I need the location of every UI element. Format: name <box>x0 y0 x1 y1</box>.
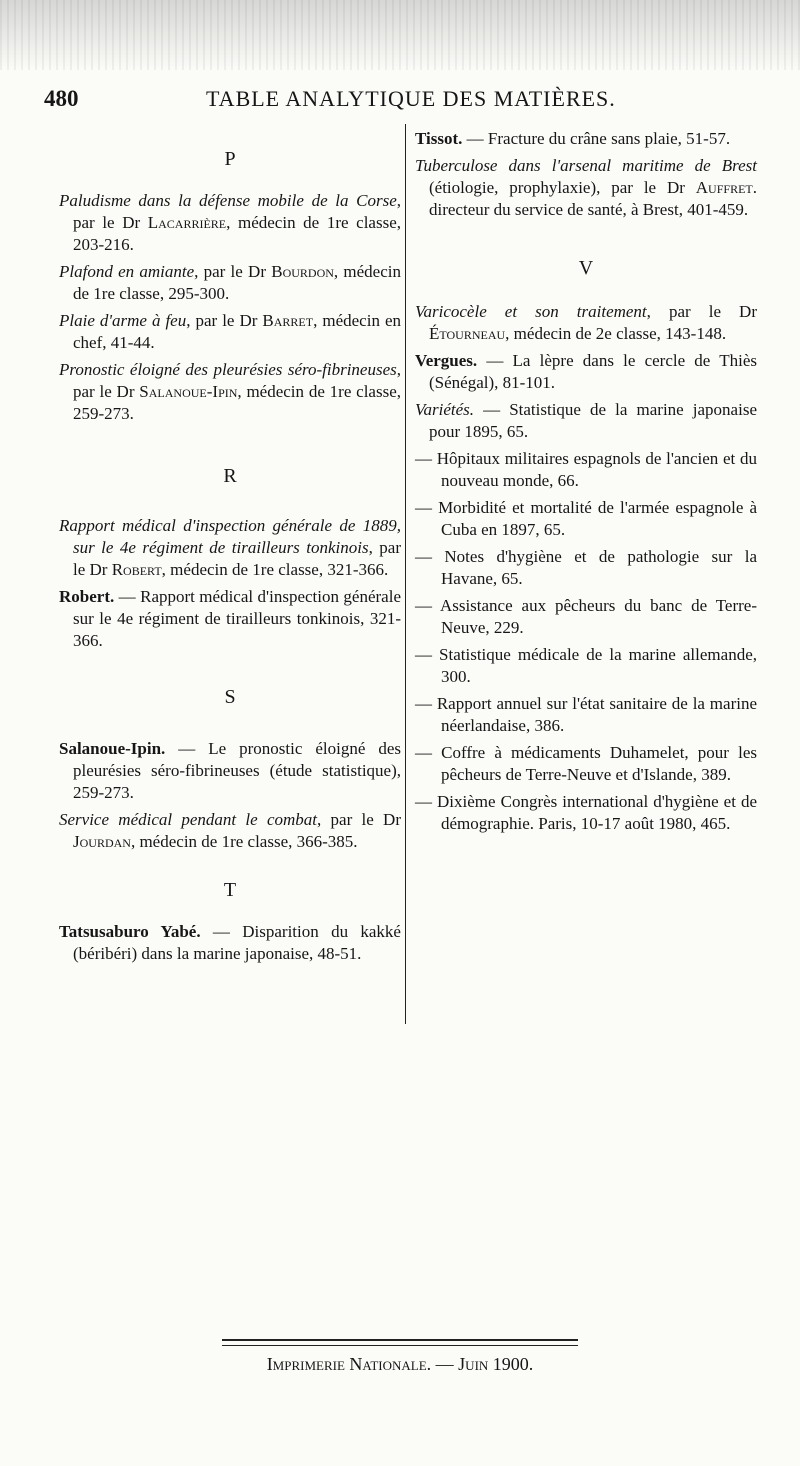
index-entry: Varicocèle et son traitement, par le Dr Étourneau, médecin de 2e classe, 143-148. <box>415 302 757 343</box>
index-subentry: — Hôpitaux militaires espagnols de l'ancien et du nouveau monde, 66. <box>415 449 757 490</box>
index-entry: Tuberculose dans l'arsenal maritime de Brest (étiologie, prophylaxie), par le Dr Auffret. directeur du service de santé, à Brest, 401-459. <box>415 156 757 219</box>
section-letter-v: V <box>578 257 594 279</box>
index-entry: Paludisme dans la défense mobile de la Corse, par le Dr Lacarrière, médecin de 1re classe, 203-216. <box>59 191 401 254</box>
page-number: 480 <box>44 86 79 111</box>
index-entry: Rapport médical d'inspection générale de 1889, sur le 4e régiment de tirailleurs tonkinois, par le Dr Robert, médecin de 1re classe, 321-366. <box>59 516 401 579</box>
page-header <box>0 86 800 118</box>
right-column <box>415 128 757 840</box>
index-entry: Robert. — Rapport médical d'inspection générale sur le 4e régiment de tirailleurs tonkinois, 321-366. <box>59 587 401 650</box>
index-subentry: — Coffre à médicaments Duhamelet, pour les pêcheurs de Terre-Neuve et d'Islande, 389. <box>415 743 757 784</box>
index-subentry: — Assistance aux pêcheurs du banc de Terre-Neuve, 229. <box>415 596 757 637</box>
footer-rule <box>222 1345 578 1346</box>
section-letter-r: R <box>223 465 237 487</box>
section-letter-t: T <box>223 879 237 901</box>
section-letter-s: S <box>224 686 236 708</box>
index-entry: Salanoue-Ipin. — Le pronostic éloigné des pleurésies séro-fibrineuses (étude statistique), 259-273. <box>59 739 401 802</box>
index-entry: Vergues. — La lèpre dans le cercle de Thiès (Sénégal), 81-101. <box>415 351 757 392</box>
index-entry: Tissot. — Fracture du crâne sans plaie, 51-57. <box>415 129 731 148</box>
index-entry: Pronostic éloigné des pleurésies séro-fibrineuses, par le Dr Salanoue-Ipin, médecin de 1re classe, 259-273. <box>59 360 401 423</box>
index-subentry: — Morbidité et mortalité de l'armée espagnole à Cuba en 1897, 65. <box>415 498 757 539</box>
index-entry: Variétés. — Statistique de la marine japonaise pour 1895, 65. <box>415 400 757 441</box>
running-title: TABLE ANALYTIQUE DES MATIÈRES. <box>206 86 616 111</box>
scan-noise <box>0 0 800 70</box>
index-subentry: — Dixième Congrès international d'hygiène et de démographie. Paris, 10-17 août 1980, 465. <box>415 792 757 833</box>
index-subentry: — Rapport annuel sur l'état sanitaire de la marine néerlandaise, 386. <box>415 694 757 735</box>
index-entry: Plafond en amiante, par le Dr Bourdon, médecin de 1re classe, 295-300. <box>59 262 401 303</box>
index-entry: Plaie d'arme à feu, par le Dr Barret, médecin en chef, 41-44. <box>59 311 401 352</box>
index-subentry: — Statistique médicale de la marine allemande, 300. <box>415 645 757 686</box>
index-entry: Service médical pendant le combat, par le Dr Jourdan, médecin de 1re classe, 366-385. <box>59 810 401 851</box>
column-divider <box>405 124 406 1024</box>
printer-imprint: Imprimerie Nationale. — Juin 1900. <box>266 1354 534 1374</box>
section-letter-p: P <box>224 148 236 170</box>
footer-rule <box>222 1339 578 1341</box>
index-entry: Tatsusaburo Yabé. — Disparition du kakké (béribéri) dans la marine japonaise, 48-51. <box>59 922 401 963</box>
left-column <box>59 128 401 970</box>
index-subentry: — Notes d'hygiène et de pathologie sur la Havane, 65. <box>415 547 757 588</box>
